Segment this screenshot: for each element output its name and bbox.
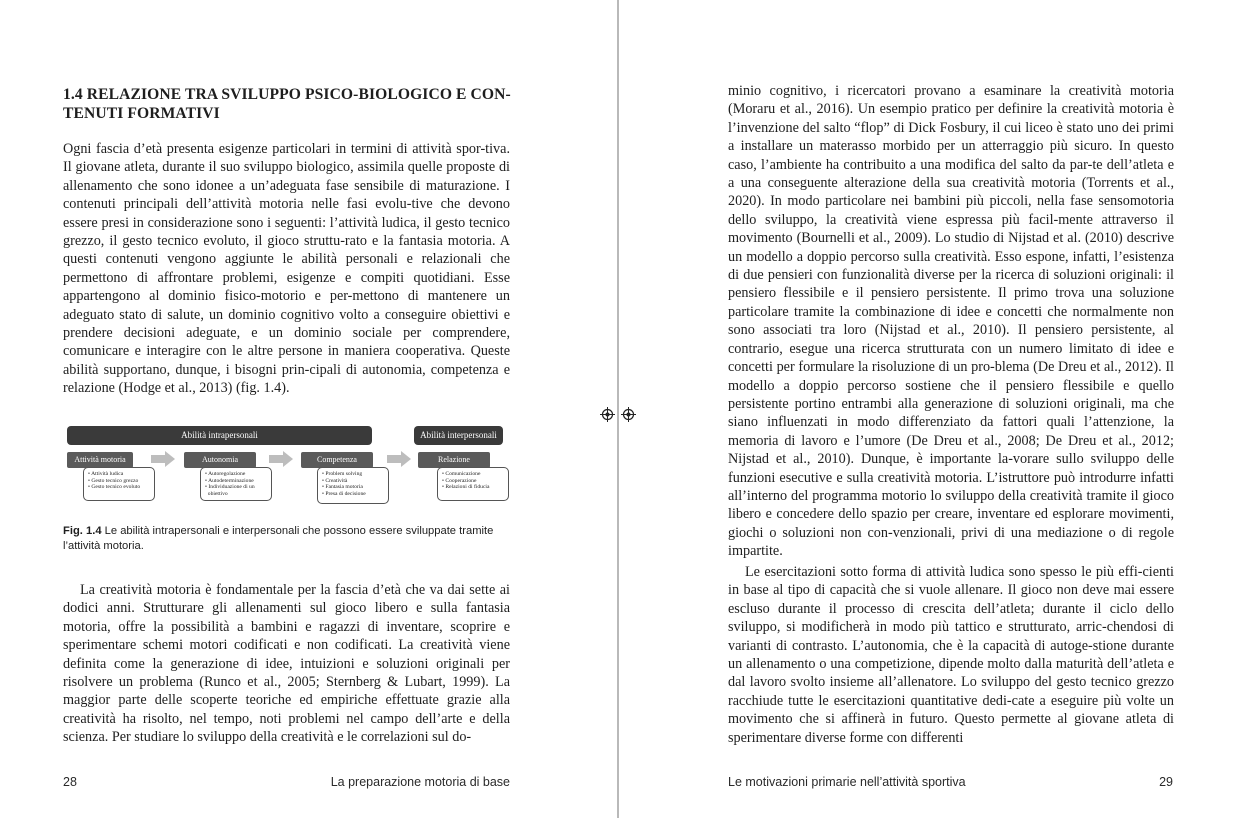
caption-text: Le abilità intrapersonali e interpersonali che possono essere sviluppate tramite l’attività motoria.: [63, 525, 494, 552]
list-item: • Autodeterminazione: [205, 477, 254, 484]
list-item: • Cooperazione: [442, 477, 477, 484]
left-paragraph-1: Ogni fascia d’età presenta esigenze particolari in termini di attività spor-tiva. Il giovane atleta, durante il suo sviluppo biologico, assimila quelle proposte di allenamento che sono idonee a un’adeguata fase sensibile di maturazione. I contenuti principali dell’attività motoria nelle fasi evolu-tive che devono essere presi in considerazione sono i seguenti: l’attività ludica, il gesto tecnico grezzo, il gesto tecnico evoluto, il gioco struttu-rato e la fantasia motoria. A questi contenuti vengono aggiunte le abilità personali e relazionali che permettono di affrontare problemi, esigenze e compiti quotidiani. Esse appartengono al dominio fisico-motorio e per-mettono di mantenere un adeguato stato di salute, un dominio cognitivo volto a conseguire obiettivi e prendere decisioni adeguate, e un dominio sociale per comprendere, comunicare e interagire con le altre persone in maniera cooperativa. Queste abilità supportano, dunque, i bisogni prin-cipali di autonomia, competenza e relazione (Hodge et al., 2013) (fig. 1.4).: [63, 141, 510, 397]
list-item: • Gesto tecnico grezzo: [88, 477, 139, 484]
list-item: • Autoregolazione: [205, 471, 246, 477]
intrapersonal-header: Abilità intrapersonali: [67, 426, 372, 445]
arrow-right-icon: [151, 451, 175, 467]
list-item: • Problem solving: [322, 471, 363, 477]
crosshair-icon: [600, 407, 615, 422]
stage-box-attivita-motoria: [83, 467, 155, 501]
right-page: [619, 0, 1245, 818]
running-title-right: Le motivazioni primarie nell’attività sportiva: [728, 775, 966, 789]
left-paragraph-2: La creatività motoria è fondamentale per la fascia d’età che va dai sette ai dodici anni. Strutturare gli allenamenti sul gioco libero e sulla fantasia motoria, offre la possibilità a bambini e ragazzi di inventare, scoprire e sperimentare schemi motori codificati e non codificati. La creatività viene definita come la generazione di idee, intuizioni e soluzioni originali per risolvere un problema (Runco et al., 2005; Sternberg & Lubart, 1999). La maggior parte delle scoperte teoriche ed empiriche effettuate grazie alla creatività ha risolto, nel tempo, noti problemi nel campo dell’arte e della scienza. Per studiare lo sviluppo della creatività e le correlazioni sul do-: [63, 582, 510, 746]
stage-label-attivita-motoria: Attività motoria: [67, 452, 133, 468]
section-heading: 1.4 RELAZIONE TRA SVILUPPO PSICO-BIOLOGICO E CON-TENUTI FORMATIVI: [63, 86, 511, 122]
arrow-right-icon: [269, 451, 293, 467]
right-paragraph-2: Le esercitazioni sotto forma di attività ludica sono spesso le più effi-cienti in base al tipo di capacità che si vuole allenare. Il gioco non deve mai essere escluso durante il processo di crescita dell’atleta; durante il ciclo dello sviluppo, si modificherà in modo più tattico e strutturato, arric-chendosi di varianti di contrasto. L’autonomia, che è la capacità di autoge-stione durante un allenamento o una competizione, dipende molto dalla maturità dell’atleta e dal lavoro svolto insieme all’allenatore. Lo sviluppo del gesto tecnico grezzo racchiude tutte le esercitazioni quantitative dedi-cate a eseguire più volte un movimento che si affinerà in futuro. Questo permette al giovane atleta di sperimentare diverse forme con differenti: [728, 564, 1174, 746]
list-item: • Relazioni di fiducia: [442, 484, 490, 491]
list-item: • Individuazione di un: [205, 484, 255, 491]
stage-box-competenza: [317, 467, 389, 504]
left-page: [0, 0, 617, 818]
list-item: obiettivo: [207, 490, 228, 497]
caption-label: Fig. 1.4: [63, 525, 102, 537]
running-title-left: La preparazione motoria di base: [330, 775, 510, 789]
list-item: • Comunicazione: [442, 471, 481, 477]
list-item: • Attività ludica: [88, 471, 124, 477]
page-number-left: 28: [63, 775, 77, 789]
page-number-right: 29: [1159, 775, 1173, 789]
stage-box-autonomia: [200, 467, 272, 501]
arrow-right-icon: [387, 451, 411, 467]
stage-label-relazione: Relazione: [418, 452, 490, 468]
interpersonal-header: Abilità interpersonali: [414, 426, 503, 445]
list-item: • Creatività: [322, 477, 348, 484]
figure-1-4: [63, 424, 513, 504]
list-item: • Presa di decisione: [322, 490, 366, 497]
stage-label-autonomia: Autonomia: [184, 452, 256, 468]
list-item: • Gesto tecnico evoluto: [88, 484, 141, 491]
list-item: • Fantasia motoria: [322, 484, 363, 491]
stage-label-competenza: Competenza: [301, 452, 373, 468]
stage-box-relazione: [437, 467, 509, 501]
right-paragraph-1: minio cognitivo, i ricercatori provano a esaminare la creatività motoria (Moraru et al., 2016). Un esempio pratico per definire la creatività motoria è l’invenzione del salto “flop” di Dick Fosbury, il cui liceo è stato uno dei primi a installare un materasso morbido per un atterraggio più sicuro. In questo caso, l’ambiente ha contribuito a una modifica del salto da par-te dell’atleta e a una conseguente alterazione della sua creatività motoria (Torrents et al., 2020). In modo particolare nei bambini più piccoli, nella fase sensomotoria dello sviluppo, la creatività viene espressa più facil-mente attraverso il movimento (Bournelli et al., 2009). Lo studio di Nijstad et al. (2010) descrive un modello a doppio percorso sulla creatività. Esso espone, infatti, l’esistenza di due pensieri con funzionalità diverse per la ricerca di soluzioni originali: il pensiero flessibile e il pensiero persistente. Il primo trova una soluzione particolare tramite la combinazione di idee e concetti che normalmente non sono associati tra loro (Nijstad et al., 2010). Il pensiero persistente, al contrario, esegue una ricerca strutturata con un numero limitato di idee e concetti per formulare la risoluzione di un pro-blema (De Dreu et al., 2012). Il modello a doppio percorso sostiene che il pensiero flessibile e quello persistente portino entrambi alla generazione di soluzioni originali, ma che siano influenzati in modo differenziato da fattori quali l’attenzione, la memoria di lavoro e l’umore (De Dreu et al., 2008; De Dreu et al., 2012; Nijstad et al., 2010). Dunque, è importante la-vorare sullo sviluppo delle funzioni esecutive e sulla creatività motoria. L’istruttore può introdurre infatti all’interno del programma motorio lo sviluppo della creatività tramite il gioco libero e concedere dello spazio per creare, inventare ed esplorare movimenti, giochi o soluzioni non con-venzionali, privi di una mediazione o di regole impartite.: [728, 83, 1174, 560]
figure-caption: [63, 524, 513, 553]
